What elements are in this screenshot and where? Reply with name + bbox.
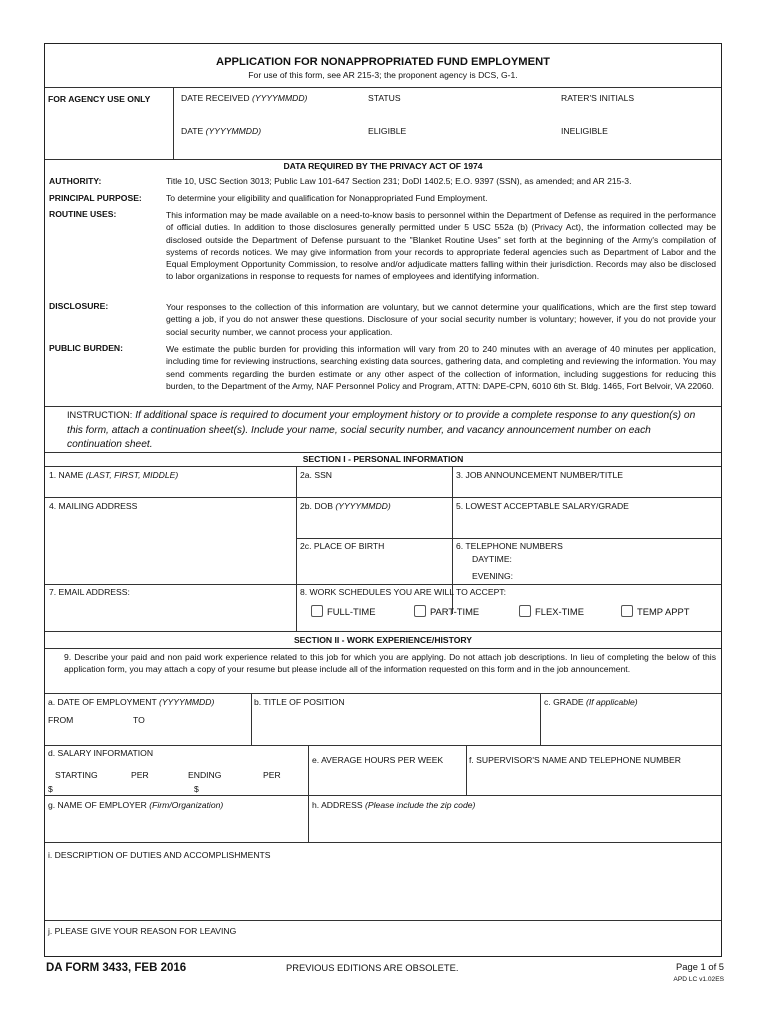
daytime-phone-field[interactable]: DAYTIME: bbox=[472, 554, 512, 564]
divider bbox=[173, 87, 174, 159]
salary-information-label: d. SALARY INFORMATION bbox=[48, 748, 154, 758]
work-schedules-label: 8. WORK SCHEDULES YOU ARE WILL TO ACCEPT: bbox=[300, 587, 506, 597]
place-of-birth-field[interactable]: 2c. PLACE OF BIRTH bbox=[300, 541, 385, 551]
divider bbox=[45, 87, 721, 88]
divider bbox=[45, 159, 721, 160]
flex-time-checkbox[interactable]: FLEX-TIME bbox=[519, 605, 584, 617]
authority-label: AUTHORITY: bbox=[49, 176, 102, 186]
divider bbox=[45, 693, 721, 694]
public-burden-label: PUBLIC BURDEN: bbox=[49, 343, 123, 353]
ending-salary-label: ENDING bbox=[188, 770, 222, 780]
to-date-field[interactable]: TO bbox=[133, 715, 145, 725]
per-label: PER bbox=[263, 770, 281, 780]
supervisor-field[interactable]: f. SUPERVISOR'S NAME AND TELEPHONE NUMBER bbox=[469, 755, 681, 765]
average-hours-field[interactable]: e. AVERAGE HOURS PER WEEK bbox=[312, 755, 444, 765]
title-of-position-field[interactable]: b. TITLE OF POSITION bbox=[254, 697, 345, 707]
question-9-text: 9. Describe your paid and non paid work experience related to this job for which you are applying. Do not attach job descriptions. In lieu of completing the below of this application form, you may attach a copy of your resume but please include all of the information requested on this form and in the job announcement. bbox=[64, 652, 716, 674]
section-1-header: SECTION I - PERSONAL INFORMATION bbox=[302, 454, 464, 464]
obsolete-notice: PREVIOUS EDITIONS ARE OBSOLETE. bbox=[286, 962, 459, 973]
divider bbox=[296, 538, 721, 539]
raters-initials-field[interactable]: RATER'S INITIALS bbox=[561, 93, 635, 103]
divider bbox=[45, 452, 721, 453]
agency-use-label: FOR AGENCY USE ONLY bbox=[48, 94, 151, 104]
checkbox-box[interactable] bbox=[519, 605, 531, 617]
privacy-act-header: DATA REQUIRED BY THE PRIVACY ACT OF 1974 bbox=[283, 161, 483, 171]
employer-address-field[interactable]: h. ADDRESS (Please include the zip code) bbox=[312, 800, 476, 810]
status-field[interactable]: STATUS bbox=[368, 93, 401, 103]
lowest-salary-field[interactable]: 5. LOWEST ACCEPTABLE SALARY/GRADE bbox=[456, 501, 629, 511]
divider bbox=[45, 920, 721, 921]
divider bbox=[251, 693, 252, 745]
routine-uses-label: ROUTINE USES: bbox=[49, 209, 117, 219]
disclosure-label: DISCLOSURE: bbox=[49, 301, 109, 311]
ending-salary-field[interactable]: $ bbox=[194, 784, 199, 794]
instruction-text: INSTRUCTION: If additional space is required to document your employment history or to provide a complete response to any question(s) on this form, attach a continuation sheet(s). Include your name, social security number, and vacancy announcement number on each continuation sheet. bbox=[67, 410, 696, 450]
divider bbox=[45, 745, 721, 746]
date-of-employment-label: a. DATE OF EMPLOYMENT (YYYYMMDD) bbox=[48, 697, 215, 707]
email-field[interactable]: 7. EMAIL ADDRESS: bbox=[49, 587, 130, 597]
divider bbox=[45, 631, 721, 632]
version-label: APD LC v1.02ES bbox=[673, 976, 724, 983]
divider bbox=[45, 466, 721, 467]
telephone-label: 6. TELEPHONE NUMBERS bbox=[456, 541, 563, 551]
checkbox-box[interactable] bbox=[414, 605, 426, 617]
form-page bbox=[44, 43, 722, 957]
grade-field[interactable]: c. GRADE (If applicable) bbox=[544, 697, 638, 707]
principal-purpose-label: PRINCIPAL PURPOSE: bbox=[49, 193, 142, 203]
evening-phone-field[interactable]: EVENING: bbox=[472, 571, 514, 581]
starting-salary-field[interactable]: $ bbox=[48, 784, 53, 794]
temp-appt-checkbox[interactable]: TEMP APPT bbox=[621, 605, 689, 617]
per-label: PER bbox=[131, 770, 149, 780]
authority-text: Title 10, USC Section 3013; Public Law 101-647 Section 231; DoDI 1402.5; E.O. 9397 (SSN), as amended; and AR 215-3. bbox=[166, 176, 632, 186]
job-announcement-field[interactable]: 3. JOB ANNOUNCEMENT NUMBER/TITLE bbox=[456, 470, 623, 480]
divider bbox=[45, 795, 721, 796]
eligible-field[interactable]: ELIGIBLE bbox=[368, 126, 407, 136]
from-date-field[interactable]: FROM bbox=[48, 715, 74, 725]
date-received-field[interactable]: DATE RECEIVED (YYYYMMDD) bbox=[181, 93, 308, 103]
checkbox-box[interactable] bbox=[311, 605, 323, 617]
disclosure-text: Your responses to the collection of this information are voluntary, but we cannot determine your qualifications, which are the first step toward getting a job, if you do not answer these questions. Disclosure of your social security number is voluntary; however, if you do not provide your social security number, we cannot process your application. bbox=[166, 302, 716, 337]
duties-field[interactable]: i. DESCRIPTION OF DUTIES AND ACCOMPLISHMENTS bbox=[48, 850, 271, 860]
routine-uses-text: This information may be made available on a need-to-know basis to personnel within the Department of Defense as required in the performance of official duties. In addition to those disclosures generally permitted under 5 USC 552a (b) (Privacy Act), the information collected may be disclosed outside the Department of Defense pursuant to the "Blanket Routine Uses" set forth at the beginning of the Army's compilation of systems of records notices. We may give information from your records to appropriate federal agencies such as Department of Labor and the Equal Employment Opportunity Commission, to resolve and/or adjudicate matters falling within their jurisdiction. Records may also be disclosed to labor organizations in response to requests for names of employees and identifying information. bbox=[166, 210, 716, 282]
form-subtitle: For use of this form, see AR 215-3; the proponent agency is DCS, G-1. bbox=[248, 70, 518, 80]
principal-purpose-text: To determine your eligibility and qualification for Nonappropriated Fund Employment. bbox=[166, 193, 488, 203]
reason-for-leaving-field[interactable]: j. PLEASE GIVE YOUR REASON FOR LEAVING bbox=[48, 926, 237, 936]
part-time-checkbox[interactable]: PART-TIME bbox=[414, 605, 479, 617]
form-number: DA FORM 3433, FEB 2016 bbox=[46, 962, 187, 974]
full-time-checkbox[interactable]: FULL-TIME bbox=[311, 605, 375, 617]
employer-name-field[interactable]: g. NAME OF EMPLOYER (Firm/Organization) bbox=[48, 800, 224, 810]
ssn-field[interactable]: 2a. SSN bbox=[300, 470, 333, 480]
checkbox-box[interactable] bbox=[621, 605, 633, 617]
name-field[interactable]: 1. NAME (LAST, FIRST, MIDDLE) bbox=[49, 470, 179, 480]
section-2-header: SECTION II - WORK EXPERIENCE/HISTORY bbox=[293, 635, 473, 645]
public-burden-text: We estimate the public burden for providing this information will vary from 20 to 240 minutes with an average of 40 minutes per application, including time for reviewing instructions, searching existing data sources, gathering data, and completing and reviewing the information. You may send comments regarding the burden estimate or any other aspect of the collection of information, including suggestions for reducing this burden, to the Department of the Army, NAF Personnel Policy and Program, ATTN: DAPE-CPN, 6010 6th St. Bldg. 1465, Fort Belvoir, VA 22060. bbox=[166, 344, 716, 391]
divider bbox=[296, 584, 297, 631]
divider bbox=[308, 745, 309, 842]
divider bbox=[466, 745, 467, 795]
starting-salary-label: STARTING bbox=[55, 770, 98, 780]
mailing-address-field[interactable]: 4. MAILING ADDRESS bbox=[49, 501, 138, 511]
divider bbox=[45, 584, 721, 585]
dob-field[interactable]: 2b. DOB (YYYYMMDD) bbox=[300, 501, 391, 511]
ineligible-field[interactable]: INELIGIBLE bbox=[561, 126, 608, 136]
form-title: APPLICATION FOR NONAPPROPRIATED FUND EMPLOYMENT bbox=[216, 56, 550, 68]
divider bbox=[540, 693, 541, 745]
page-number: Page 1 of 5 bbox=[676, 961, 724, 972]
divider bbox=[45, 497, 721, 498]
divider bbox=[45, 648, 721, 649]
divider bbox=[45, 406, 721, 407]
divider bbox=[45, 842, 721, 843]
date-field[interactable]: DATE (YYYYMMDD) bbox=[181, 126, 262, 136]
